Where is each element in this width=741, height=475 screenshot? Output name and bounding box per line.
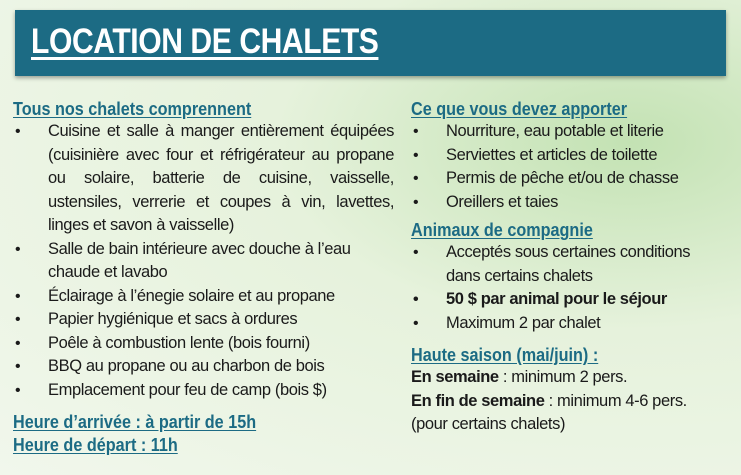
bring-heading: Ce que vous devez apporter [411,99,628,119]
title-banner [15,10,726,76]
list-item: • Nourriture, eau potable et literie [413,122,664,140]
arrival-time: Heure d’arrivée : à partir de 15h [13,412,257,432]
bring-list [411,120,731,214]
season-heading: Haute saison (mai/juin) : [411,345,599,365]
list-item: • Oreillers et taies [413,192,559,211]
weekday-minimum: En semaine : minimum 2 pers. [411,368,628,386]
departure-time: Heure de départ : 11h [13,434,178,455]
list-item: • Salle de bain intérieure avec douche à l’eau chaude et lavabo [15,239,351,281]
list-item: • Serviettes et articles de toilette [413,145,658,164]
right-column [411,98,731,437]
list-item: • Acceptés sous certaines conditions dans certains chalets [413,243,691,285]
list-item: • Maximum 2 par chalet [413,313,601,332]
weekend-minimum: En fin de semaine : minimum 4-6 pers. [411,391,687,410]
list-item: • Papier hygiénique et sacs à ordures [15,310,298,328]
list-item: • BBQ au propane ou au charbon de bois [15,357,325,375]
list-item: • Éclairage à l’énegie solaire et au propane [15,286,335,305]
pets-list [411,241,731,335]
page-title: LOCATION DE CHALETS [31,22,379,61]
included-heading: Tous nos chalets comprennent [13,99,252,119]
list-item: • Emplacement pour feu de camp (bois $) [15,380,327,399]
list-item: • 50 $ par animal pour le séjour [413,290,667,308]
weekend-note: (pour certains chalets) [411,415,566,433]
left-column [13,98,394,456]
list-item: • Permis de pêche et/ou de chasse [413,169,679,187]
list-item: • Poêle à combustion lente (bois fourni) [15,333,310,352]
included-list [13,120,394,402]
list-item: • Cuisine et salle à manger entièrement équipées (cuisinière avec four et réfrigérateur au propane ou solaire, batterie de cuisine, vaisselle, ustensiles, verrerie et coupes à vin, lavettes, linges et savon à vaisselle) [15,122,394,234]
pets-heading: Animaux de compagnie [411,220,593,240]
